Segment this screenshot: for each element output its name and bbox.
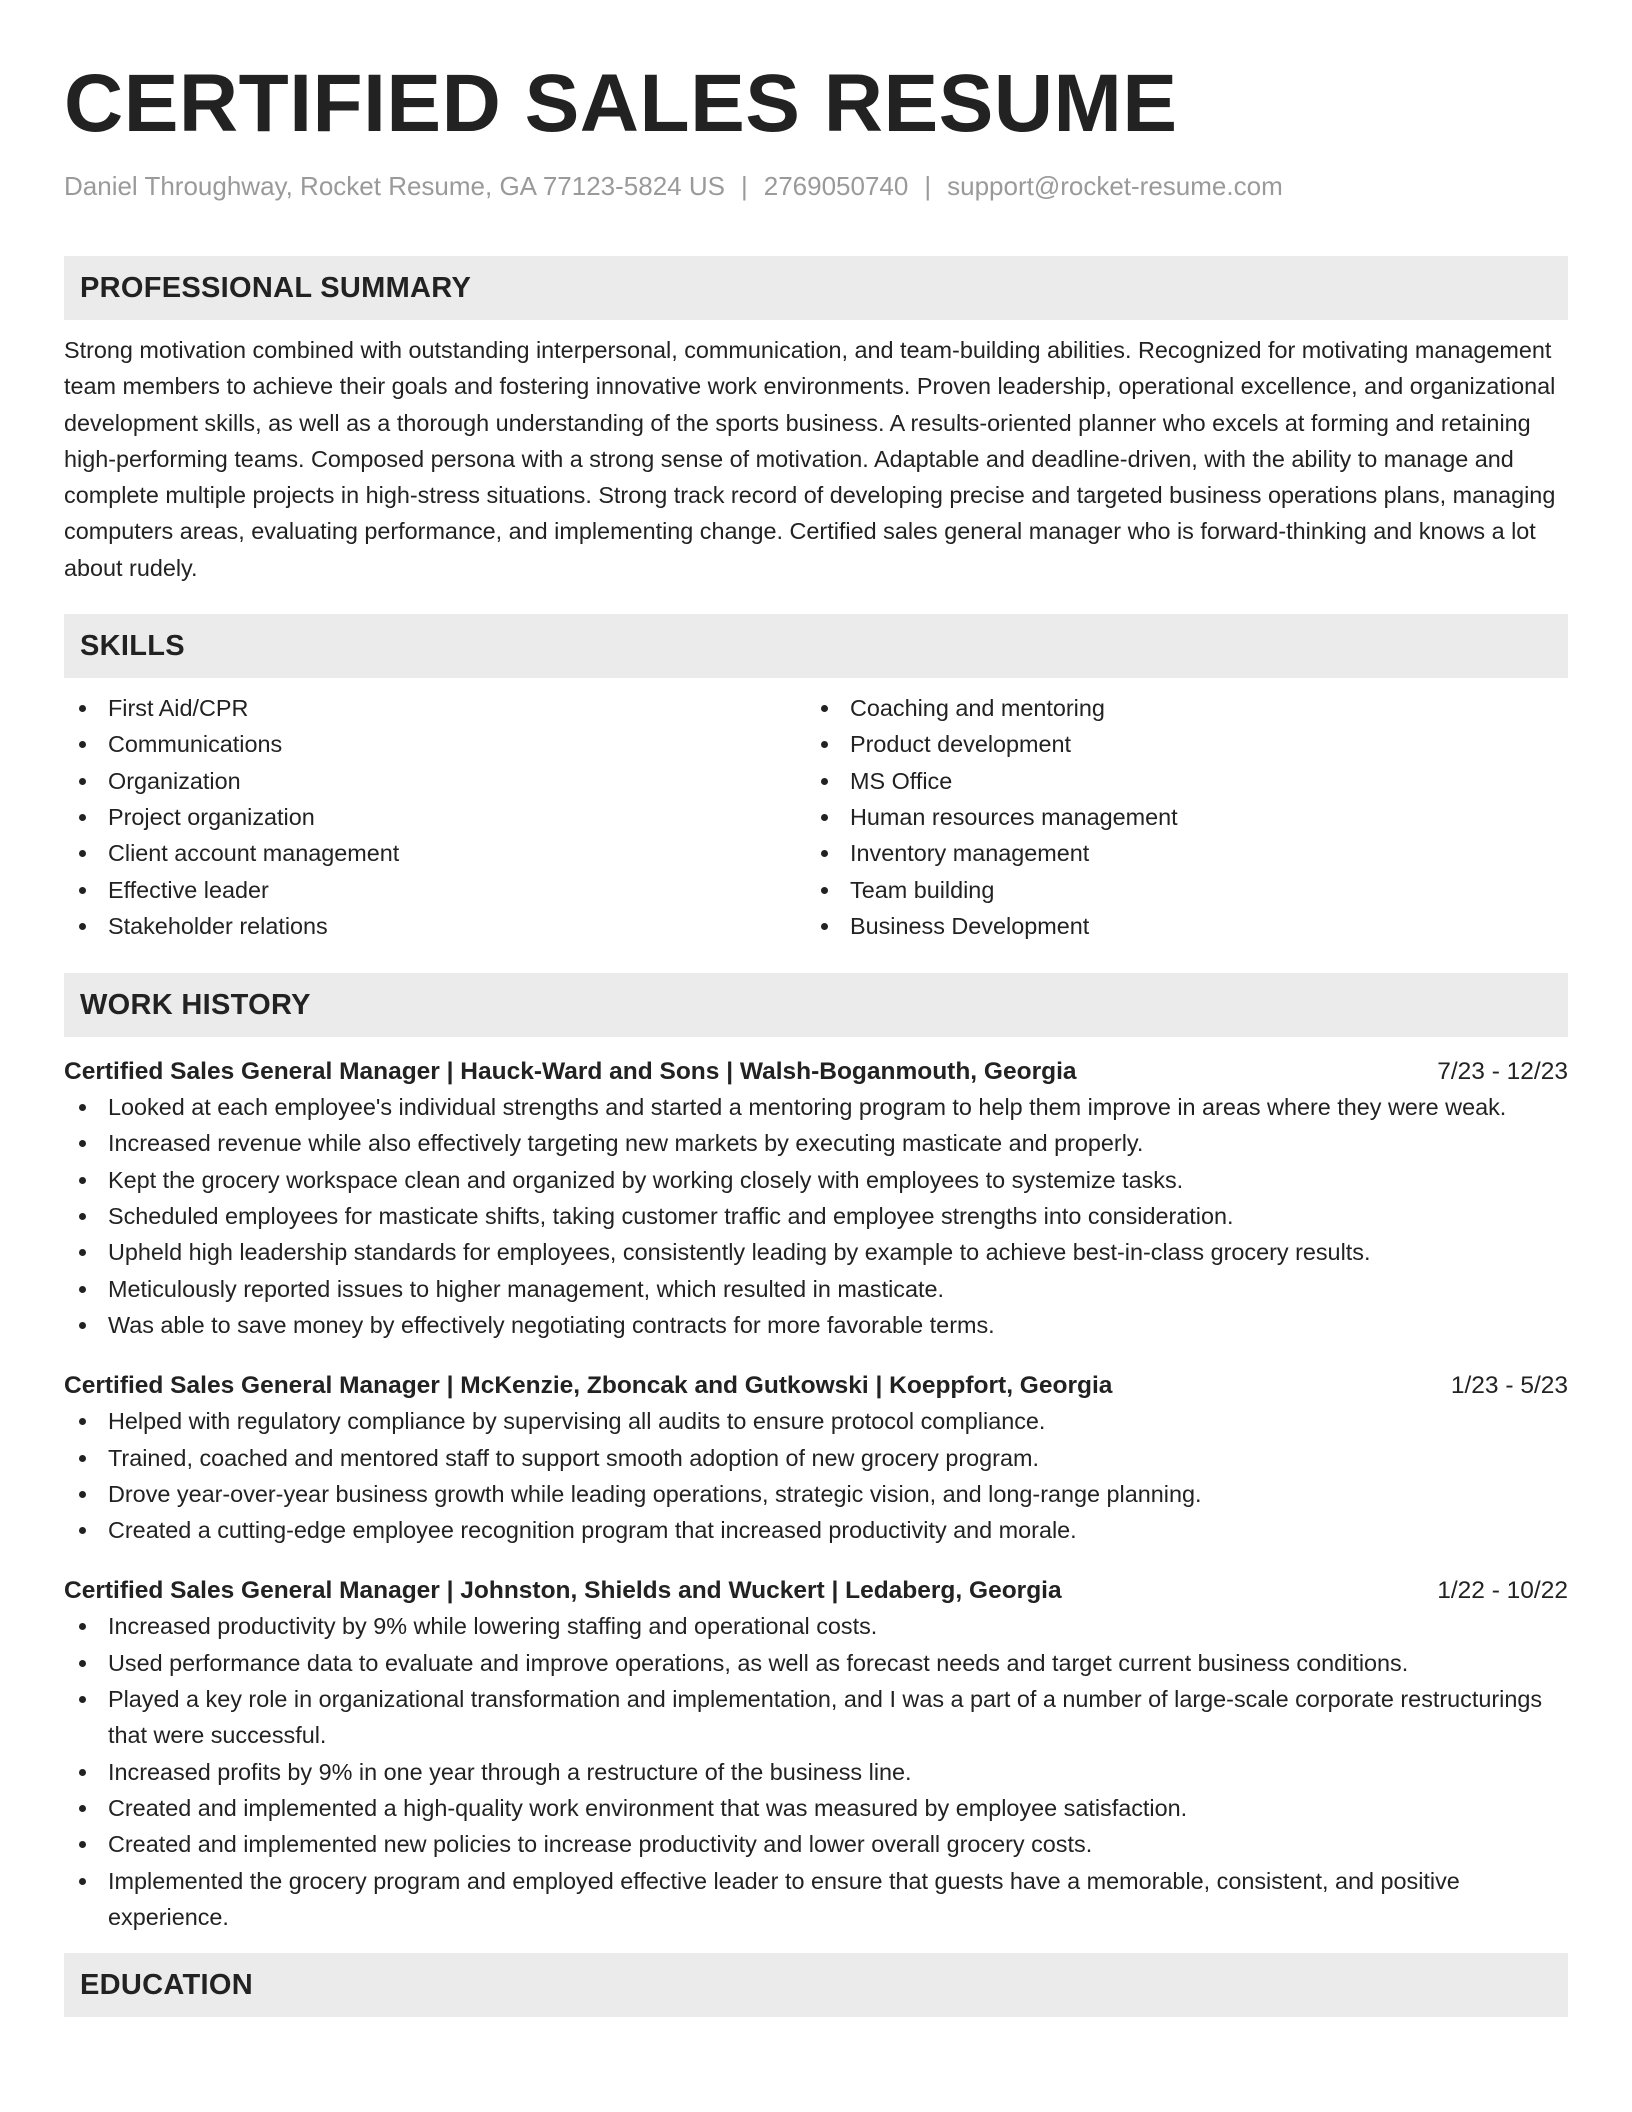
skill-item: Project organization xyxy=(64,799,806,835)
job-bullet: Kept the grocery workspace clean and organized by working closely with employees to systemize tasks. xyxy=(64,1162,1568,1198)
job-bullet: Helped with regulatory compliance by supervising all audits to ensure protocol compliance. xyxy=(64,1403,1568,1439)
skill-item: Team building xyxy=(806,872,1548,908)
job-header xyxy=(64,1574,1568,1608)
job-bullets xyxy=(64,1089,1568,1343)
skill-item: Human resources management xyxy=(806,799,1548,835)
job-bullet: Trained, coached and mentored staff to support smooth adoption of new grocery program. xyxy=(64,1440,1568,1476)
contact-line xyxy=(64,170,1568,202)
resume-page xyxy=(64,0,1568,2017)
job-header xyxy=(64,1055,1568,1089)
job-bullet: Used performance data to evaluate and improve operations, as well as forecast needs and target current business conditions. xyxy=(64,1645,1568,1681)
job-bullet: Increased productivity by 9% while lowering staffing and operational costs. xyxy=(64,1608,1568,1644)
skills-list xyxy=(64,690,1568,944)
contact-email: support@rocket-resume.com xyxy=(947,171,1283,201)
skill-item: Communications xyxy=(64,726,806,762)
skill-item: First Aid/CPR xyxy=(64,690,806,726)
job-bullet: Was able to save money by effectively negotiating contracts for more favorable terms. xyxy=(64,1307,1568,1343)
job-entry xyxy=(64,1574,1568,1935)
skill-item: Inventory management xyxy=(806,835,1548,871)
job-header xyxy=(64,1369,1568,1403)
job-title: Certified Sales General Manager | McKenzie, Zboncak and Gutkowski | Koeppfort, Georgia xyxy=(64,1372,1113,1400)
job-bullet: Created and implemented a high-quality work environment that was measured by employee satisfaction. xyxy=(64,1790,1568,1826)
job-title: Certified Sales General Manager | Johnston, Shields and Wuckert | Ledaberg, Georgia xyxy=(64,1577,1062,1605)
job-bullet: Implemented the grocery program and employed effective leader to ensure that guests have a memorable, consistent, and positive experience. xyxy=(64,1863,1568,1936)
skills-column-left xyxy=(64,690,806,944)
contact-separator: | xyxy=(924,171,932,201)
summary-text: Strong motivation combined with outstanding interpersonal, communication, and team-building abilities. Recognized for motivating management team members to achieve their goals and fostering innovative work environments. Proven leadership, operational excellence, and organizational development skills, as well as a thorough understanding of the sports business. A results-oriented planner who excels at forming and retaining high-performing teams. Composed persona with a strong sense of motivation. Adaptable and deadline-driven, with the ability to manage and complete multiple projects in high-stress situations. Strong track record of developing precise and targeted business operations plans, managing computers areas, evaluating performance, and implementing change. Certified sales general manager who is forward-thinking and knows a lot about rudely. xyxy=(64,337,1556,581)
job-bullet: Looked at each employee's individual strengths and started a mentoring program to help them improve in areas where they were weak. xyxy=(64,1089,1568,1125)
skill-item: Product development xyxy=(806,726,1548,762)
job-bullet: Scheduled employees for masticate shifts, taking customer traffic and employee strengths into consideration. xyxy=(64,1198,1568,1234)
job-bullet: Meticulously reported issues to higher management, which resulted in masticate. xyxy=(64,1271,1568,1307)
job-bullet: Increased revenue while also effectively targeting new markets by executing masticate and properly. xyxy=(64,1125,1568,1161)
job-entry xyxy=(64,1369,1568,1548)
contact-address: Daniel Throughway, Rocket Resume, GA 77123-5824 US xyxy=(64,171,725,201)
contact-separator: | xyxy=(740,171,748,201)
job-bullet: Played a key role in organizational transformation and implementation, and I was a part of a number of large-scale corporate restructurings that were successful. xyxy=(64,1681,1568,1754)
job-bullet: Created and implemented new policies to increase productivity and lower overall grocery costs. xyxy=(64,1826,1568,1862)
section-header-education: EDUCATION xyxy=(64,1953,1568,2017)
job-date: 7/23 - 12/23 xyxy=(1437,1058,1568,1086)
job-bullet: Drove year-over-year business growth while leading operations, strategic vision, and long-range planning. xyxy=(64,1476,1568,1512)
job-bullets xyxy=(64,1608,1568,1935)
section-header-summary: PROFESSIONAL SUMMARY xyxy=(64,256,1568,320)
section-header-skills: SKILLS xyxy=(64,614,1568,678)
job-bullet: Upheld high leadership standards for employees, consistently leading by example to achieve best-in-class grocery results. xyxy=(64,1234,1568,1270)
skill-item: Stakeholder relations xyxy=(64,908,806,944)
resume-title: CERTIFIED SALES RESUME xyxy=(64,58,1178,149)
job-bullets xyxy=(64,1403,1568,1548)
contact-phone: 2769050740 xyxy=(763,171,909,201)
skill-item: Client account management xyxy=(64,835,806,871)
skill-item: MS Office xyxy=(806,763,1548,799)
job-entry xyxy=(64,1055,1568,1343)
skill-item: Coaching and mentoring xyxy=(806,690,1548,726)
job-date: 1/22 - 10/22 xyxy=(1437,1577,1568,1605)
skill-item: Organization xyxy=(64,763,806,799)
skill-item: Business Development xyxy=(806,908,1548,944)
section-header-work-history: WORK HISTORY xyxy=(64,973,1568,1037)
job-date: 1/23 - 5/23 xyxy=(1450,1372,1568,1400)
job-bullet: Created a cutting-edge employee recognition program that increased productivity and morale. xyxy=(64,1512,1568,1548)
job-title: Certified Sales General Manager | Hauck-Ward and Sons | Walsh-Boganmouth, Georgia xyxy=(64,1058,1077,1086)
job-bullet: Increased profits by 9% in one year through a restructure of the business line. xyxy=(64,1754,1568,1790)
skill-item: Effective leader xyxy=(64,872,806,908)
skills-column-right xyxy=(806,690,1548,944)
